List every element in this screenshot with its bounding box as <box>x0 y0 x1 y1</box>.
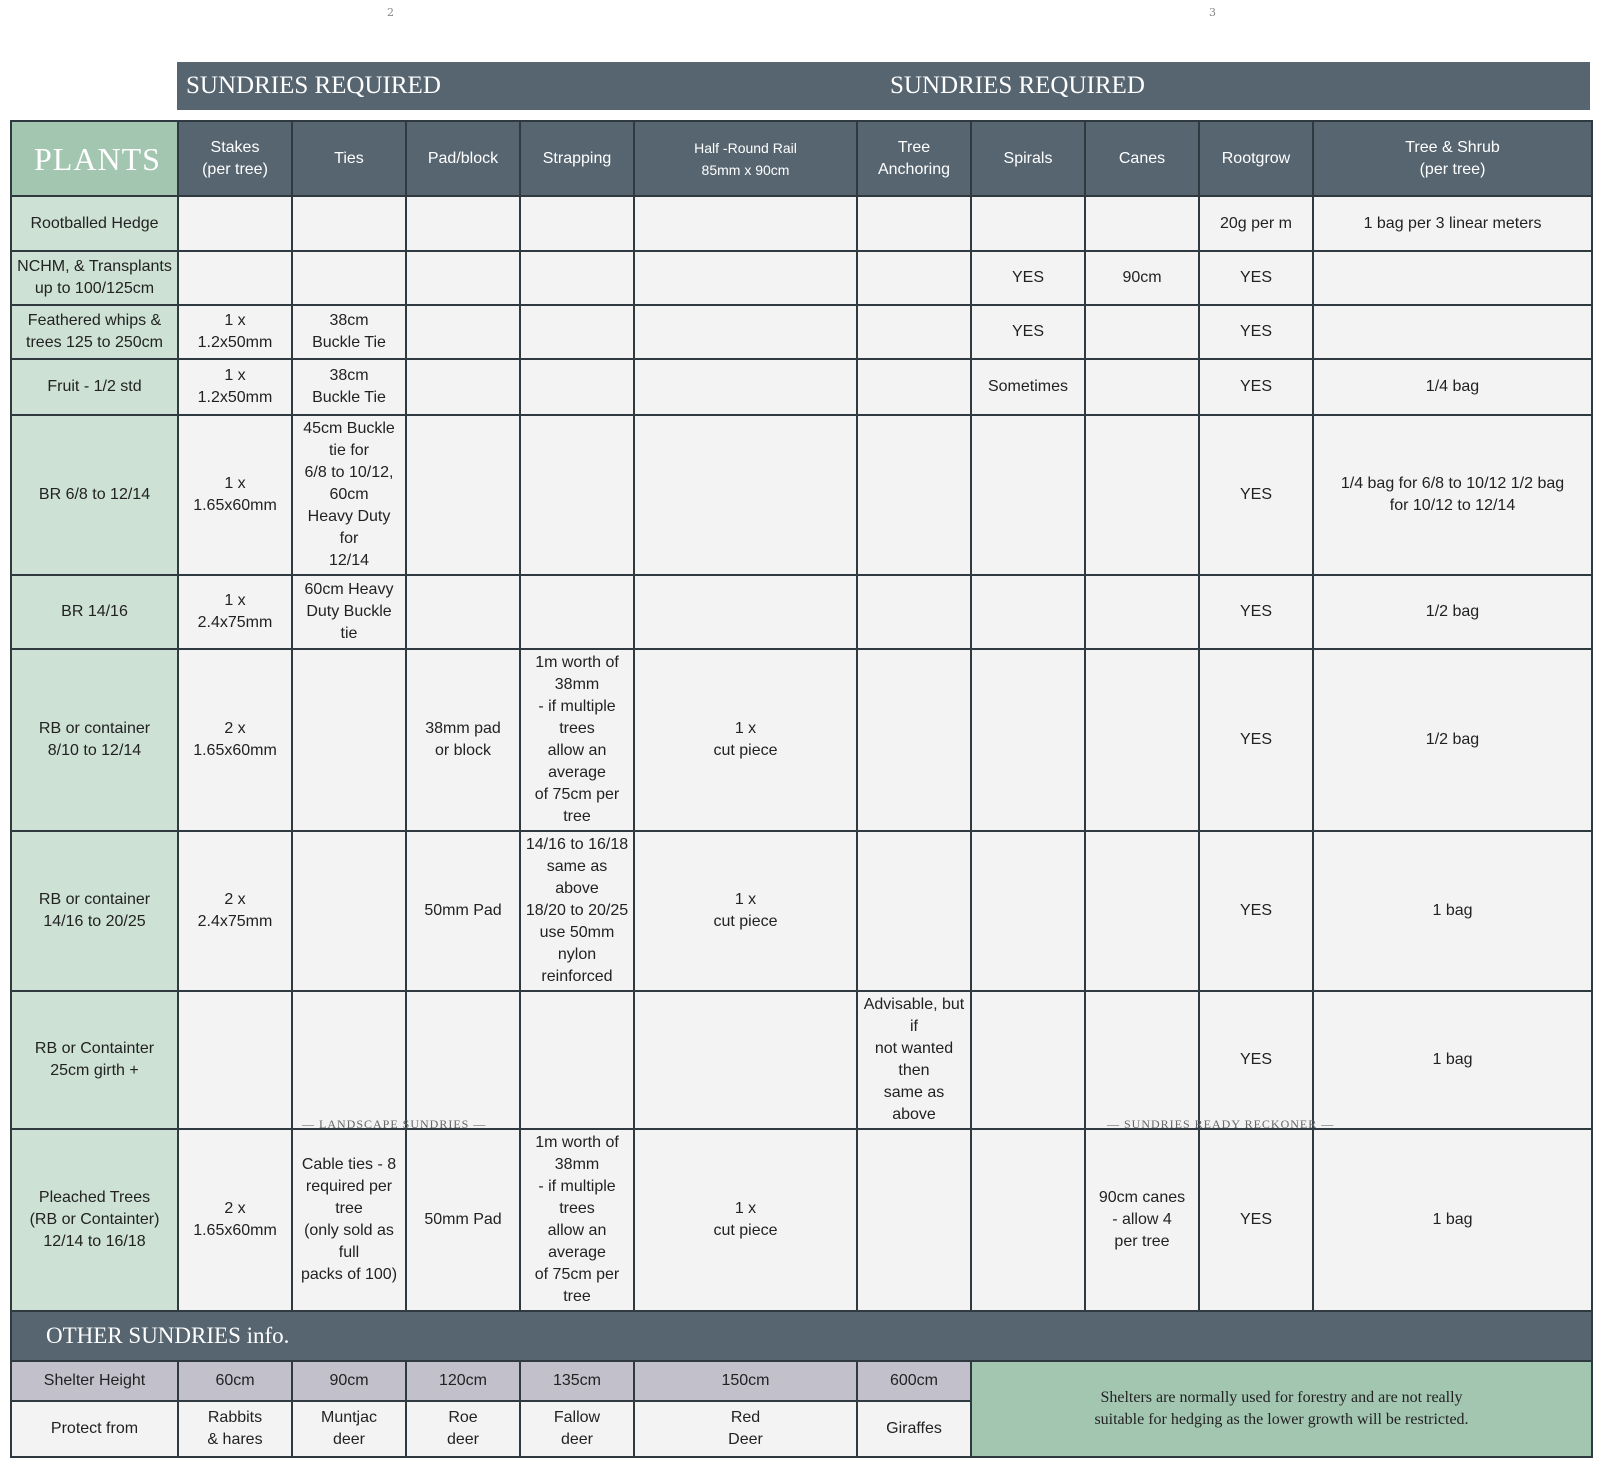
header-anchoring: Tree Anchoring <box>857 121 971 196</box>
cell-ties: Cable ties - 8 required per tree (only sold as full packs of 100) <box>292 1129 406 1311</box>
plant-name: RB or container 14/16 to 20/25 <box>11 831 178 991</box>
protect-from-value: Giraffes <box>857 1401 971 1457</box>
cell-ties <box>292 831 406 991</box>
cell-strapping <box>520 415 634 575</box>
cell-stakes: 2 x 1.65x60mm <box>178 649 292 831</box>
plant-name: RB or container 8/10 to 12/14 <box>11 649 178 831</box>
cell-pad <box>406 305 520 359</box>
header-row <box>11 121 1592 196</box>
cell-spirals: YES <box>971 305 1085 359</box>
cell-ties <box>292 991 406 1129</box>
table-row <box>11 649 1592 831</box>
cell-pad: 50mm Pad <box>406 1129 520 1311</box>
protect-from-value: Red Deer <box>634 1401 857 1457</box>
plant-name: BR 6/8 to 12/14 <box>11 415 178 575</box>
cell-shrub: 1 bag <box>1313 991 1592 1129</box>
shelter-height-label: Shelter Height <box>11 1361 178 1401</box>
cell-pad: 50mm Pad <box>406 831 520 991</box>
protect-from-value: Muntjac deer <box>292 1401 406 1457</box>
plant-name: BR 14/16 <box>11 575 178 649</box>
plant-name: Rootballed Hedge <box>11 196 178 251</box>
cell-strapping <box>520 575 634 649</box>
cell-canes <box>1085 196 1199 251</box>
cell-ties: 38cm Buckle Tie <box>292 305 406 359</box>
shelter-note: Shelters are normally used for forestry and are not really suitable for hedging as the lower growth will be restricted. <box>971 1361 1592 1457</box>
header-spirals: Spirals <box>971 121 1085 196</box>
cell-anchoring <box>857 359 971 415</box>
cell-rootgrow: YES <box>1199 251 1313 305</box>
cell-canes <box>1085 359 1199 415</box>
cell-canes <box>1085 649 1199 831</box>
cell-pad: 38mm pad or block <box>406 649 520 831</box>
cell-stakes <box>178 991 292 1129</box>
page-number-left: 2 <box>387 6 394 19</box>
cell-ties <box>292 649 406 831</box>
cell-stakes: 1 x 1.2x50mm <box>178 305 292 359</box>
cell-shrub: 1 bag <box>1313 831 1592 991</box>
header-ties: Ties <box>292 121 406 196</box>
cell-strapping: 1m worth of 38mm - if multiple trees allow an average of 75cm per tree <box>520 1129 634 1311</box>
table-row <box>11 1129 1592 1311</box>
cell-rootgrow: YES <box>1199 575 1313 649</box>
cell-ties: 38cm Buckle Tie <box>292 359 406 415</box>
plant-name: NCHM, & Transplants up to 100/125cm <box>11 251 178 305</box>
cell-strapping <box>520 305 634 359</box>
cell-canes: 90cm <box>1085 251 1199 305</box>
shelter-height-value: 60cm <box>178 1361 292 1401</box>
cell-anchoring <box>857 415 971 575</box>
header-canes: Canes <box>1085 121 1199 196</box>
cell-rootgrow: 20g per m <box>1199 196 1313 251</box>
cell-rail: 1 x cut piece <box>634 831 857 991</box>
cell-anchoring <box>857 305 971 359</box>
header-shrub: Tree & Shrub (per tree) <box>1313 121 1592 196</box>
other-sundries-row <box>11 1311 1592 1361</box>
table-row <box>11 196 1592 251</box>
cell-ties: 60cm Heavy Duty Buckle tie <box>292 575 406 649</box>
header-rootgrow: Rootgrow <box>1199 121 1313 196</box>
cell-spirals <box>971 831 1085 991</box>
footer-left: — LANDSCAPE SUNDRIES — <box>302 1117 487 1131</box>
banner-title-left: SUNDRIES REQUIRED <box>186 72 441 99</box>
table-row <box>11 575 1592 649</box>
cell-rail <box>634 251 857 305</box>
cell-shrub: 1 bag per 3 linear meters <box>1313 196 1592 251</box>
cell-shrub: 1 bag <box>1313 1129 1592 1311</box>
cell-rootgrow: YES <box>1199 1129 1313 1311</box>
cell-spirals <box>971 575 1085 649</box>
cell-anchoring <box>857 196 971 251</box>
shelter-height-value: 90cm <box>292 1361 406 1401</box>
cell-stakes: 1 x 2.4x75mm <box>178 575 292 649</box>
shelter-height-value: 150cm <box>634 1361 857 1401</box>
cell-shrub: 1/2 bag <box>1313 575 1592 649</box>
header-stakes: Stakes (per tree) <box>178 121 292 196</box>
plant-name: Feathered whips & trees 125 to 250cm <box>11 305 178 359</box>
other-sundries-title: OTHER SUNDRIES info. <box>11 1311 1592 1361</box>
sundries-table <box>10 120 1593 1458</box>
header-rail: Half -Round Rail 85mm x 90cm <box>634 121 857 196</box>
protect-from-value: Rabbits & hares <box>178 1401 292 1457</box>
cell-strapping: 14/16 to 16/18 same as above 18/20 to 20/25 use 50mm nylon reinforced <box>520 831 634 991</box>
shelter-height-value: 120cm <box>406 1361 520 1401</box>
cell-strapping <box>520 196 634 251</box>
cell-anchoring <box>857 251 971 305</box>
cell-ties <box>292 196 406 251</box>
cell-ties <box>292 251 406 305</box>
cell-spirals: YES <box>971 251 1085 305</box>
cell-anchoring <box>857 831 971 991</box>
table-row <box>11 991 1592 1129</box>
cell-ties: 45cm Buckle tie for 6/8 to 10/12, 60cm Heavy Duty for 12/14 <box>292 415 406 575</box>
cell-canes <box>1085 991 1199 1129</box>
cell-rootgrow: YES <box>1199 649 1313 831</box>
shelter-height-value: 600cm <box>857 1361 971 1401</box>
cell-pad <box>406 575 520 649</box>
cell-rootgrow: YES <box>1199 415 1313 575</box>
cell-shrub: 1/4 bag <box>1313 359 1592 415</box>
cell-strapping <box>520 991 634 1129</box>
sundries-banner <box>177 62 1590 110</box>
cell-stakes: 1 x 1.2x50mm <box>178 359 292 415</box>
cell-rootgrow: YES <box>1199 359 1313 415</box>
cell-anchoring <box>857 575 971 649</box>
plant-name: RB or Containter 25cm girth + <box>11 991 178 1129</box>
cell-stakes <box>178 196 292 251</box>
cell-pad <box>406 251 520 305</box>
cell-shrub <box>1313 305 1592 359</box>
cell-spirals <box>971 991 1085 1129</box>
cell-anchoring: Advisable, but if not wanted then same as above <box>857 991 971 1129</box>
table-row <box>11 251 1592 305</box>
cell-shrub: 1/2 bag <box>1313 649 1592 831</box>
cell-shrub <box>1313 251 1592 305</box>
cell-shrub: 1/4 bag for 6/8 to 10/12 1/2 bag for 10/12 to 12/14 <box>1313 415 1592 575</box>
cell-rootgrow: YES <box>1199 991 1313 1129</box>
cell-pad <box>406 415 520 575</box>
cell-canes <box>1085 575 1199 649</box>
cell-anchoring <box>857 1129 971 1311</box>
cell-spirals <box>971 1129 1085 1311</box>
cell-strapping: 1m worth of 38mm - if multiple trees allow an average of 75cm per tree <box>520 649 634 831</box>
cell-spirals: Sometimes <box>971 359 1085 415</box>
protect-from-value: Roe deer <box>406 1401 520 1457</box>
cell-rootgrow: YES <box>1199 831 1313 991</box>
cell-rail <box>634 575 857 649</box>
cell-canes <box>1085 415 1199 575</box>
header-strapping: Strapping <box>520 121 634 196</box>
cell-spirals <box>971 196 1085 251</box>
cell-stakes: 2 x 1.65x60mm <box>178 1129 292 1311</box>
banner-title-right: SUNDRIES REQUIRED <box>890 72 1145 99</box>
cell-rail <box>634 196 857 251</box>
cell-rootgrow: YES <box>1199 305 1313 359</box>
table-row <box>11 359 1592 415</box>
cell-rail <box>634 359 857 415</box>
cell-strapping <box>520 251 634 305</box>
cell-anchoring <box>857 649 971 831</box>
shelter-height-value: 135cm <box>520 1361 634 1401</box>
header-pad: Pad/block <box>406 121 520 196</box>
cell-rail: 1 x cut piece <box>634 1129 857 1311</box>
cell-canes: 90cm canes - allow 4 per tree <box>1085 1129 1199 1311</box>
cell-pad <box>406 359 520 415</box>
plant-name: Pleached Trees (RB or Containter) 12/14 to 16/18 <box>11 1129 178 1311</box>
sundries-table-body <box>11 121 1592 1457</box>
table-row <box>11 415 1592 575</box>
table-row <box>11 305 1592 359</box>
cell-rail <box>634 991 857 1129</box>
plants-header: PLANTS <box>11 121 178 196</box>
protect-from-label: Protect from <box>11 1401 178 1457</box>
cell-stakes <box>178 251 292 305</box>
cell-pad <box>406 991 520 1129</box>
cell-spirals <box>971 415 1085 575</box>
cell-rail <box>634 305 857 359</box>
cell-stakes: 1 x 1.65x60mm <box>178 415 292 575</box>
cell-rail <box>634 415 857 575</box>
cell-pad <box>406 196 520 251</box>
plant-name: Fruit - 1/2 std <box>11 359 178 415</box>
table-row <box>11 831 1592 991</box>
cell-strapping <box>520 359 634 415</box>
cell-rail: 1 x cut piece <box>634 649 857 831</box>
page-number-right: 3 <box>1209 6 1216 19</box>
protect-from-value: Fallow deer <box>520 1401 634 1457</box>
footer-right: — SUNDRIES READY RECKONER — <box>1107 1117 1335 1131</box>
cell-canes <box>1085 831 1199 991</box>
cell-stakes: 2 x 2.4x75mm <box>178 831 292 991</box>
cell-spirals <box>971 649 1085 831</box>
cell-canes <box>1085 305 1199 359</box>
shelter-height-row <box>11 1361 1592 1401</box>
